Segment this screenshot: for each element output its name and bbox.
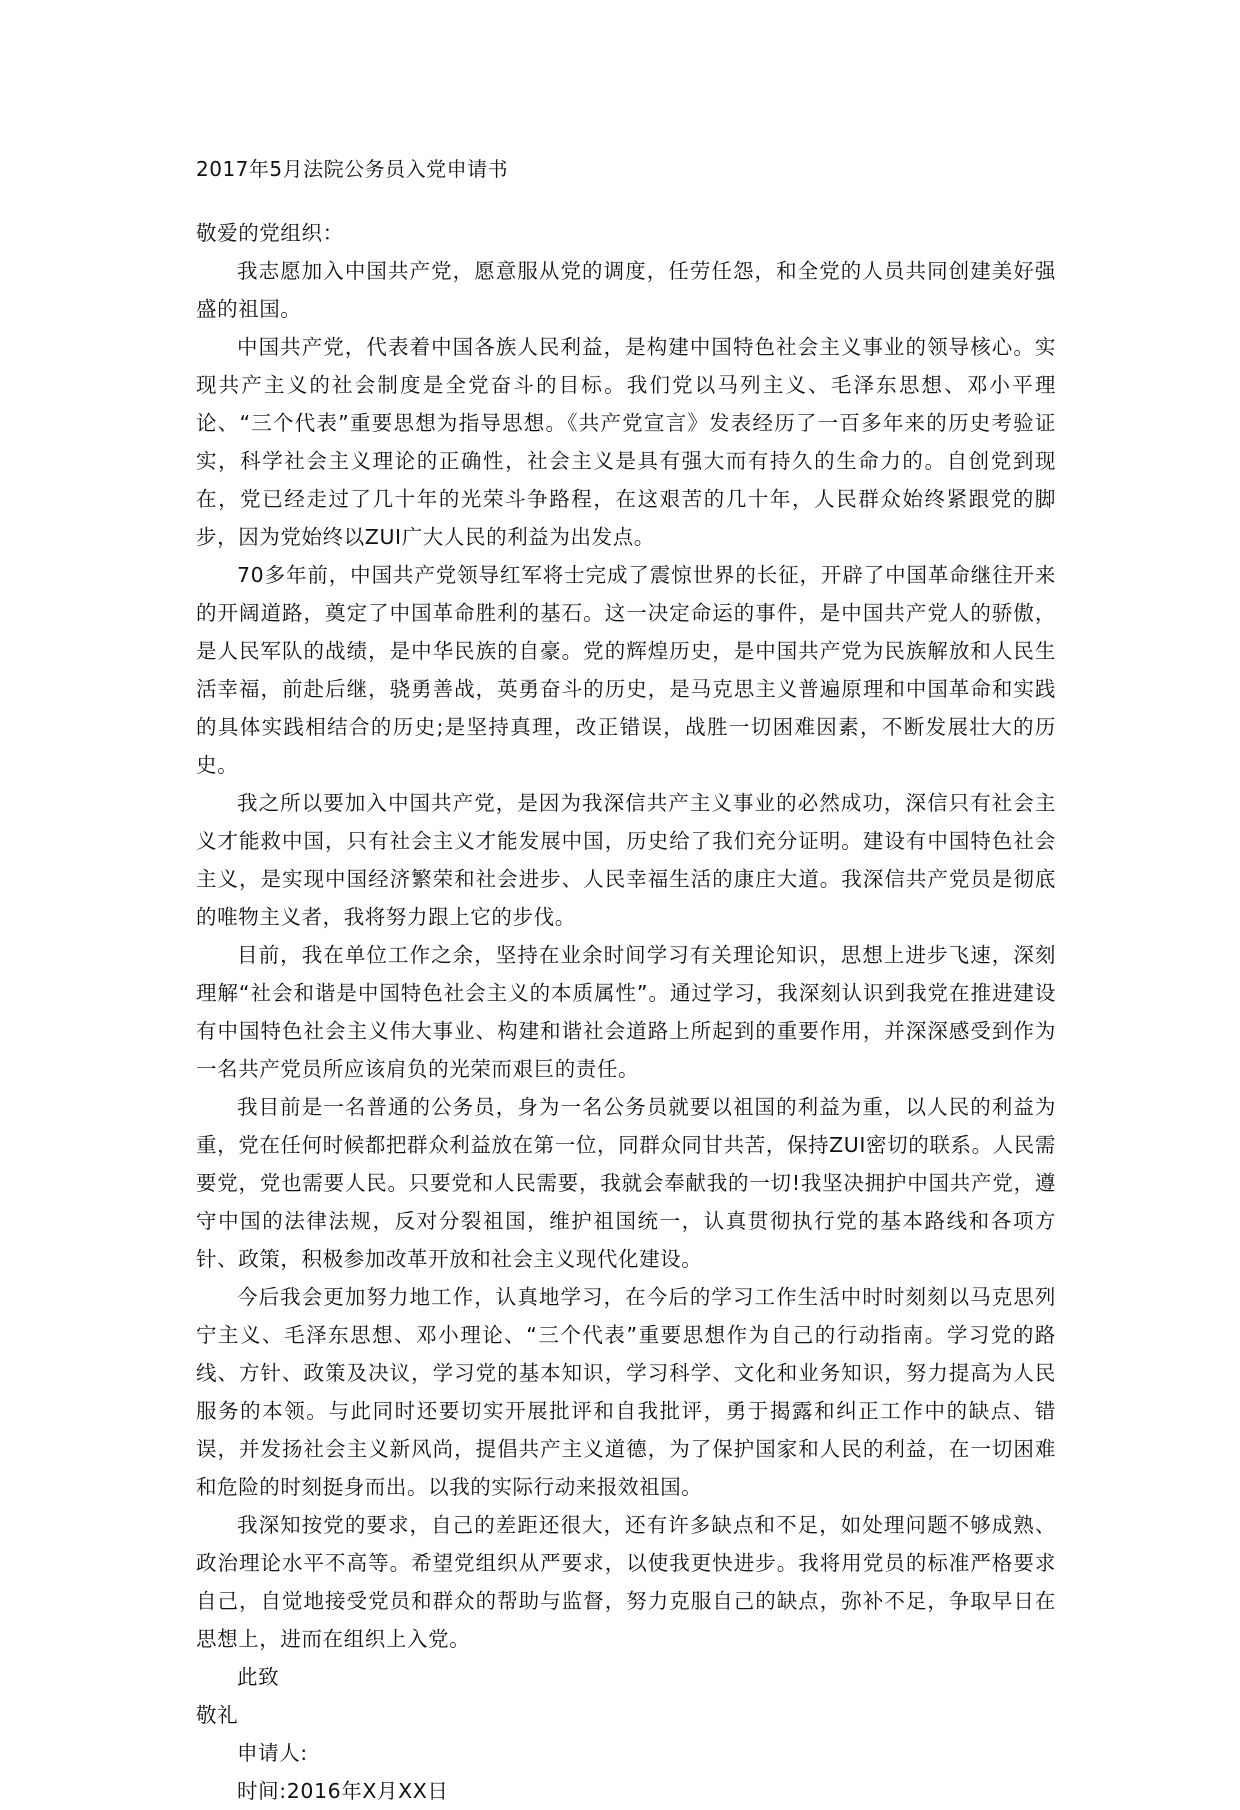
paragraph: 目前，我在单位工作之余，坚持在业余时间学习有关理论知识，思想上进步飞速，深刻理解“社会和谐是中国特色社会主义的本质属性”。通过学习，我深刻认识到我党在推进建设有中国特色社会主义伟大事业、构建和谐社会道路上所起到的重要作用，并深深感受到作为一名共产党员所应该肩负的光荣而艰巨的责任。 <box>196 943 1056 1081</box>
date-line: 时间:2016年X月XX日 <box>237 1779 449 1803</box>
applicant-line: 申请人: <box>237 1741 308 1765</box>
paragraph: 70多年前，中国共产党领导红军将士完成了震惊世界的长征，开辟了中国革命继往开来的开阔道路，奠定了中国革命胜利的基石。这一决定命运的事件，是中国共产党人的骄傲，是人民军队的战绩，是中华民族的自豪。党的辉煌历史，是中国共产党为民族解放和人民生活幸福，前赴后继，骁勇善战，英勇奋斗的历史，是马克思主义普遍原理和中国革命和实践的具体实践相结合的历史;是坚持真理，改正错误，战胜一切困难因素，不断发展壮大的历史。 <box>196 563 1056 777</box>
paragraph: 我志愿加入中国共产党，愿意服从党的调度，任劳任怨，和全党的人员共同创建美好强盛的祖国。 <box>196 259 1056 321</box>
paragraph: 我深知按党的要求，自己的差距还很大，还有许多缺点和不足，如处理问题不够成熟、政治理论水平不高等。希望党组织从严要求，以使我更快进步。我将用党员的标准严格要求自己，自觉地接受党员和群众的帮助与监督，努力克服自己的缺点，弥补不足，争取早日在思想上，进而在组织上入党。 <box>196 1513 1056 1651</box>
paragraph: 我目前是一名普通的公务员，身为一名公务员就要以祖国的利益为重，以人民的利益为重，党在任何时候都把群众利益放在第一位，同群众同甘共苦，保持ZUI密切的联系。人民需要党，党也需要人民。只要党和人民需要，我就会奉献我的一切!我坚决拥护中国共产党，遵守中国的法律法规，反对分裂祖国，维护祖国统一，认真贯彻执行党的基本路线和各项方针、政策，积极参加改革开放和社会主义现代化建设。 <box>196 1095 1056 1271</box>
paragraph: 我之所以要加入中国共产党，是因为我深信共产主义事业的必然成功，深信只有社会主义才能救中国，只有社会主义才能发展中国，历史给了我们充分证明。建设有中国特色社会主义，是实现中国经济繁荣和社会进步、人民幸福生活的康庄大道。我深信共产党员是彻底的唯物主义者，我将努力跟上它的步伐。 <box>196 791 1056 929</box>
paragraph: 今后我会更加努力地工作，认真地学习，在今后的学习工作生活中时时刻刻以马克思列宁主义、毛泽东思想、邓小理论、“三个代表”重要思想作为自己的行动指南。学习党的路线、方针、政策及决议，学习党的基本知识，学习科学、文化和业务知识，努力提高为人民服务的本领。与此同时还要切实开展批评和自我批评，勇于揭露和纠正工作中的缺点、错误，并发扬社会主义新风尚，提倡共产主义道德，为了保护国家和人民的利益，在一切困难和危险的时刻挺身而出。以我的实际行动来报效祖国。 <box>196 1285 1056 1499</box>
document-body <box>196 214 1056 1810</box>
document-title: 2017年5月法院公务员入党申请书 <box>196 157 509 181</box>
salutation: 敬爱的党组织： <box>196 221 344 245</box>
regards: 敬礼 <box>196 1703 239 1727</box>
closing: 此致 <box>237 1665 280 1689</box>
paragraph: 中国共产党，代表着中国各族人民利益，是构建中国特色社会主义事业的领导核心。实现共产主义的社会制度是全党奋斗的目标。我们党以马列主义、毛泽东思想、邓小平理论、“三个代表”重要思想为指导思想。《共产党宣言》发表经历了一百多年来的历史考验证实，科学社会主义理论的正确性，社会主义是具有强大而有持久的生命力的。自创党到现在，党已经走过了几十年的光荣斗争路程，在这艰苦的几十年，人民群众始终紧跟党的脚步，因为党始终以ZUI广大人民的利益为出发点。 <box>196 335 1056 549</box>
